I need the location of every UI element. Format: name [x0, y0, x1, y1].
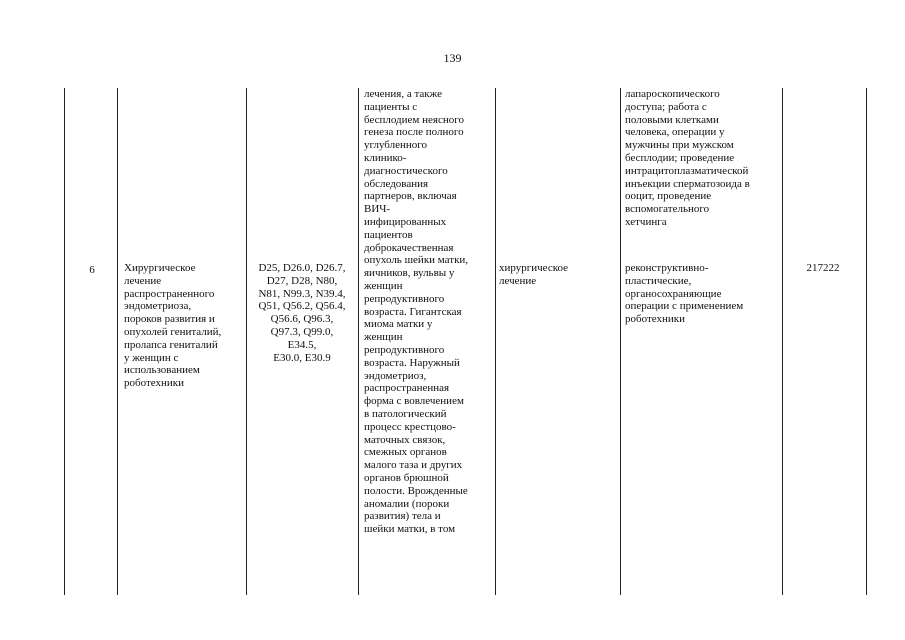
patient-model-cell: лечения, а также пациенты с бесплодием неясного генеза после полного углубленного клинико- диагностического обследования партнеров, включая ВИЧ- инфицированных пациентов доброкачественная опухоль шейки матки, яичников, вульвы у женщин репродуктивного возраста. Гигантская миома матки у женщин репродуктивного возраста. Наружный эндометриоз, распространенная форма с вовлечением в патологический процесс крестцово- маточных связок, смежных органов малого таза и других органов брюшной полости. Врожденные аномалии (пороки развития) тела и шейки матки, в том: [364, 88, 469, 536]
table-border-left-inner: [117, 88, 118, 595]
table-border-right: [866, 88, 867, 595]
table-border-left-outer: [64, 88, 65, 595]
care-name-cell: Хирургическое лечение распространенного эндометриоза, пороков развития и опухолей гениталий, пролапса гениталий у женщин с использованием роботехники: [124, 262, 222, 390]
page-number: 139: [443, 51, 462, 65]
column-divider-name-codes: [246, 88, 247, 595]
previous-method-cell: лапароскопического доступа; работа с половыми клетками человека, операции у мужчины при мужском бесплодии; проведение интрацитоплазматической инъекции сперматозоида в ооцит, проведение вспомогательного хетчинга: [625, 88, 750, 228]
row-number-cell: 6: [89, 264, 95, 276]
diagnosis-codes-cell: D25, D26.0, D26.7, D27, D28, N80, N81, N99.3, N39.4, Q51, Q56.2, Q56.4, Q56.6, Q96.3, Q97.3, Q99.0, E34.5, E30.0, E30.9: [258, 262, 346, 364]
column-divider-patient-treatment: [495, 88, 496, 595]
column-divider-treatment-method: [620, 88, 621, 595]
column-divider-codes-patient: [358, 88, 359, 595]
treatment-method-cell: реконструктивно- пластические, органосохраняющие операции с применением роботехники: [625, 262, 744, 326]
treatment-type-cell: хирургическое лечение: [499, 262, 569, 287]
cost-cell: 217222: [806, 262, 840, 274]
